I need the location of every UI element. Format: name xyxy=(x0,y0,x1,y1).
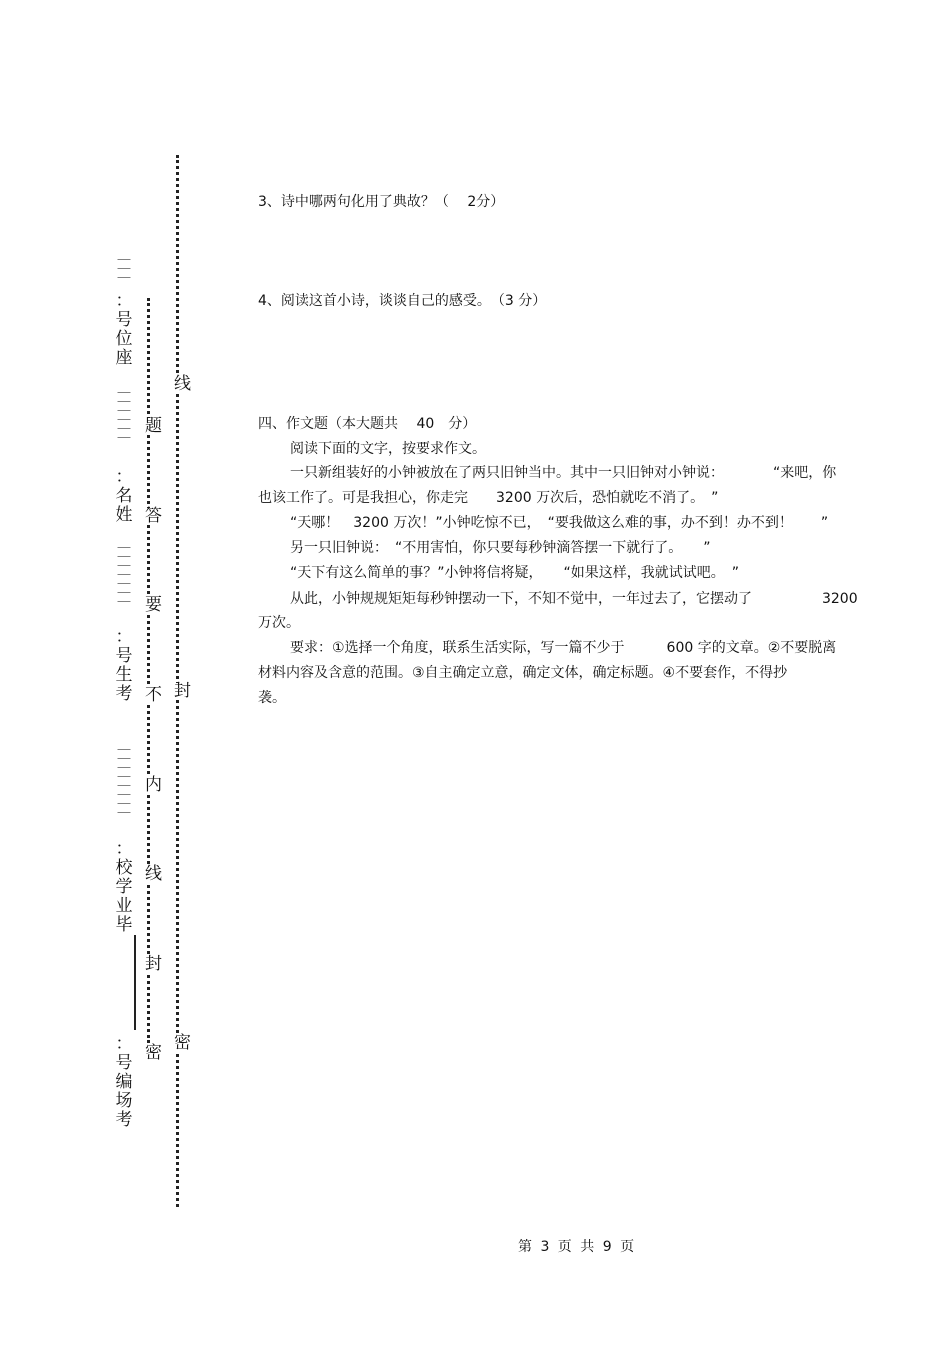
inner-label-xian: 线 xyxy=(145,864,162,884)
inner-label-mi: 密 xyxy=(145,1043,162,1063)
inner-label-feng: 封 xyxy=(145,954,162,974)
outer-label-feng: 封 xyxy=(174,681,191,701)
exam-id-label: ：号生考 xyxy=(115,627,133,704)
inner-label-da: 答 xyxy=(145,506,162,526)
school-underline: ＿＿＿＿＿＿＿＿ xyxy=(117,737,131,815)
outer-label-mi: 密 xyxy=(174,1033,191,1053)
outer-label-xian: 线 xyxy=(174,374,191,394)
exam-room-label: ：号编场考 xyxy=(115,1034,133,1130)
inner-seal-line xyxy=(147,298,150,1043)
essay-line-8: 万次。 xyxy=(258,615,300,631)
essay-line-11: 袭。 xyxy=(258,690,286,706)
essay-line-6: “天下有这么简单的事？”小钟将信将疑， “如果这样，我就试试吧。 ” xyxy=(290,565,740,581)
essay-line-9: 要求：①选择一个角度，联系生活实际，写一篇不少于 600 字的文章。②不要脱离 xyxy=(290,640,837,656)
essay-line-4: “天哪！ 3200 万次！”小钟吃惊不已， “要我做这么难的事，办不到！办不到！ ” xyxy=(290,515,829,531)
essay-line-3: 也该工作了。可是我担心，你走完 3200 万次后，恐怕就吃不消了。 ” xyxy=(258,490,719,506)
name-label: ：名姓 xyxy=(115,467,133,525)
essay-line-7: 从此，小钟规规矩矩每秒钟摆动一下，不知不觉中，一年过去了，它摆动了 3200 xyxy=(290,591,858,607)
essay-line-5: 另一只旧钟说： “不用害怕，你只要每秒钟滴答摆一下就行了。 ” xyxy=(290,540,711,556)
seat-number-label: ：号位座 xyxy=(115,291,133,368)
essay-heading: 四、作文题（本大题共 40 分） xyxy=(258,416,477,432)
inner-label-yao: 要 xyxy=(145,595,162,615)
inner-label-nei: 内 xyxy=(145,775,162,795)
inner-label-bu: 不 xyxy=(145,685,162,705)
exam-id-underline: ＿＿＿＿＿＿＿ xyxy=(117,535,131,604)
essay-line-1: 阅读下面的文字，按要求作文。 xyxy=(290,441,486,457)
question-3: 3、诗中哪两句化用了典故？（ 2分） xyxy=(258,194,505,210)
exam-room-underline xyxy=(134,935,136,1030)
school-label: ：校学业毕 xyxy=(115,839,133,935)
name-underline: ＿＿＿＿＿＿ xyxy=(117,380,131,440)
question-4: 4、阅读这首小诗，谈谈自己的感受。 （3 分） xyxy=(258,293,547,309)
seat-number-underline: ＿＿＿ xyxy=(117,247,131,280)
essay-line-10: 材料内容及含意的范围。③自主确定立意，确定文体，确定标题。④不要套作，不得抄 xyxy=(258,665,788,681)
essay-line-2: 一只新组装好的小钟被放在了两只旧钟当中。其中一只旧钟对小钟说： “来吧，你 xyxy=(290,465,837,481)
page-footer: 第 3 页 共 9 页 xyxy=(518,1239,637,1255)
inner-label-ti: 题 xyxy=(145,416,162,436)
